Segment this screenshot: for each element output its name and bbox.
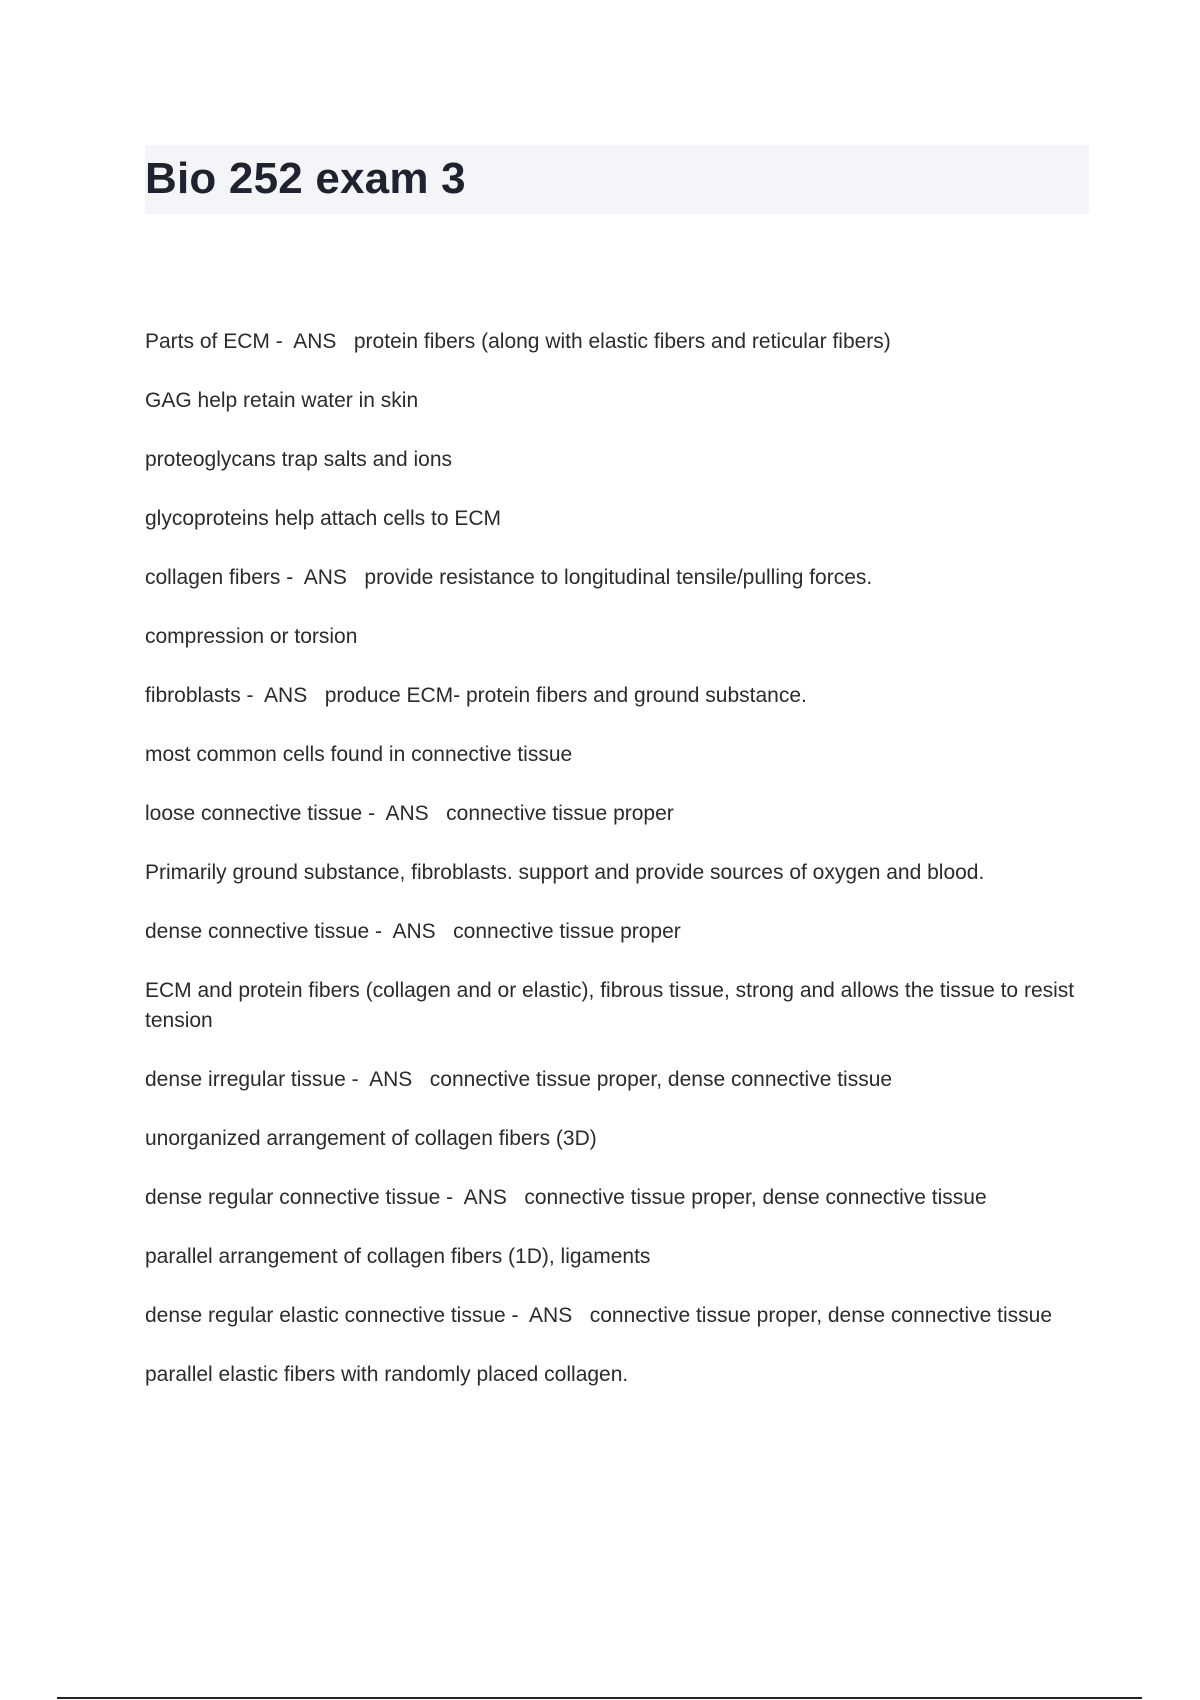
content-line: fibroblasts - ANS produce ECM- protein fibers and ground substance. <box>145 684 807 707</box>
content-line: dense irregular tissue - ANS connective tissue proper, dense connective tissue <box>145 1068 893 1091</box>
content-line: unorganized arrangement of collagen fibers (3D) <box>145 1127 597 1150</box>
content-line: proteoglycans trap salts and ions <box>145 448 453 471</box>
page-title: Bio 252 exam 3 <box>145 154 466 203</box>
content-line: parallel arrangement of collagen fibers (1D), ligaments <box>145 1245 651 1268</box>
content-line: dense regular connective tissue - ANS connective tissue proper, dense connective tissue <box>145 1186 987 1209</box>
content-line: dense regular elastic connective tissue - ANS connective tissue proper, dense connective tissue <box>145 1304 1052 1327</box>
content-line: ECM and protein fibers (collagen and or elastic), fibrous tissue, strong and allows the tissue to resist tension <box>145 979 1080 1032</box>
title-banner <box>145 145 1089 214</box>
content-line: loose connective tissue - ANS connective tissue proper <box>145 802 674 825</box>
content-line: glycoproteins help attach cells to ECM <box>145 507 502 530</box>
content-line: Parts of ECM - ANS protein fibers (along with elastic fibers and reticular fibers) <box>145 330 891 353</box>
content-lines <box>145 327 1085 1419</box>
content-line: compression or torsion <box>145 625 358 648</box>
content-line: GAG help retain water in skin <box>145 389 419 412</box>
content-line: Primarily ground substance, fibroblasts. support and provide sources of oxygen and blood. <box>145 861 985 884</box>
content-line: most common cells found in connective tissue <box>145 743 573 766</box>
content-line: dense connective tissue - ANS connective tissue proper <box>145 920 681 943</box>
content-line: collagen fibers - ANS provide resistance to longitudinal tensile/pulling forces. <box>145 566 873 589</box>
content-line: parallel elastic fibers with randomly placed collagen. <box>145 1363 629 1386</box>
footer-divider <box>57 1697 1142 1699</box>
